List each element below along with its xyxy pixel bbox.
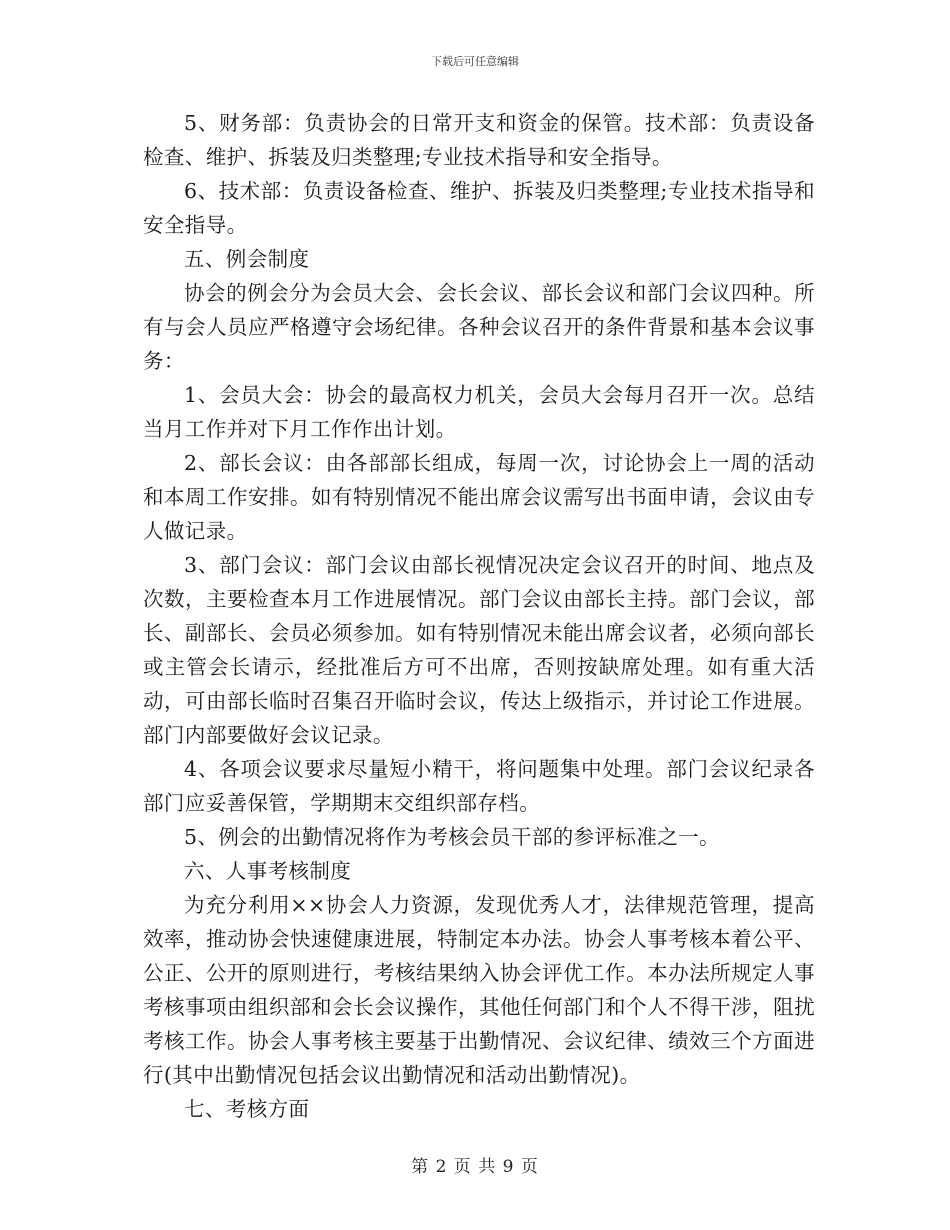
paragraph-general-assembly: 1、会员大会：协会的最高权力机关，会员大会每月召开一次。总结当月工作并对下月工作作出计划。 bbox=[143, 383, 815, 441]
section-heading-meetings: 五、例会制度 bbox=[184, 247, 310, 271]
paragraph-meeting-types: 协会的例会分为会员大会、会长会议、部长会议和部门会议四种。所有与会人员应严格遵守会场纪律。各种会议召开的条件背景和基本会议事务： bbox=[143, 281, 815, 373]
page-number: 第 2 页 共 9 页 bbox=[411, 1157, 539, 1177]
paragraph-meeting-requirements: 4、各项会议要求尽量短小精干，将问题集中处理。部门会议纪录各部门应妥善保管，学期期末交组织部存档。 bbox=[143, 757, 815, 815]
section-heading-review-aspects: 七、考核方面 bbox=[184, 1097, 310, 1121]
paragraph-minister-meeting: 2、部长会议：由各部部长组成，每周一次，讨论协会上一周的活动和本周工作安排。如有特别情况不能出席会议需写出书面申请，会议由专人做记录。 bbox=[143, 451, 815, 543]
paragraph-tech-dept: 6、技术部：负责设备检查、维护、拆装及归类整理;专业技术指导和安全指导。 bbox=[143, 179, 815, 237]
paragraph-finance-dept: 5、财务部：负责协会的日常开支和资金的保管。技术部：负责设备检查、维护、拆装及归类整理;专业技术指导和安全指导。 bbox=[143, 111, 815, 169]
document-body bbox=[143, 106, 815, 1126]
page-header: 下载后可任意编辑 bbox=[431, 55, 519, 68]
paragraph-department-meeting: 3、部门会议：部门会议由部长视情况决定会议召开的时间、地点及次数，主要检查本月工作进展情况。部门会议由部长主持。部门会议，部长、副部长、会员必须参加。如有特别情况未能出席会议者，必须向部长或主管会长请示，经批准后方可不出席，否则按缺席处理。如有重大活动，可由部长临时召集召开临时会议，传达上级指示，并讨论工作进展。部门内部要做好会议记录。 bbox=[143, 553, 815, 747]
paragraph-attendance: 5、例会的出勤情况将作为考核会员干部的参评标准之一。 bbox=[184, 825, 720, 849]
paragraph-personnel-review: 为充分利用××协会人力资源，发现优秀人才，法律规范管理，提高效率，推动协会快速健康进展，特制定本办法。协会人事考核本着公平、公正、公开的原则进行，考核结果纳入协会评优工作。本办法所规定人事考核事项由组织部和会长会议操作，其他任何部门和个人不得干涉，阻扰考核工作。协会人事考核主要基于出勤情况、会议纪律、绩效三个方面进行(其中出勤情况包括会议出勤情况和活动出勤情况)。 bbox=[143, 893, 815, 1087]
section-heading-personnel-review: 六、人事考核制度 bbox=[184, 859, 352, 883]
